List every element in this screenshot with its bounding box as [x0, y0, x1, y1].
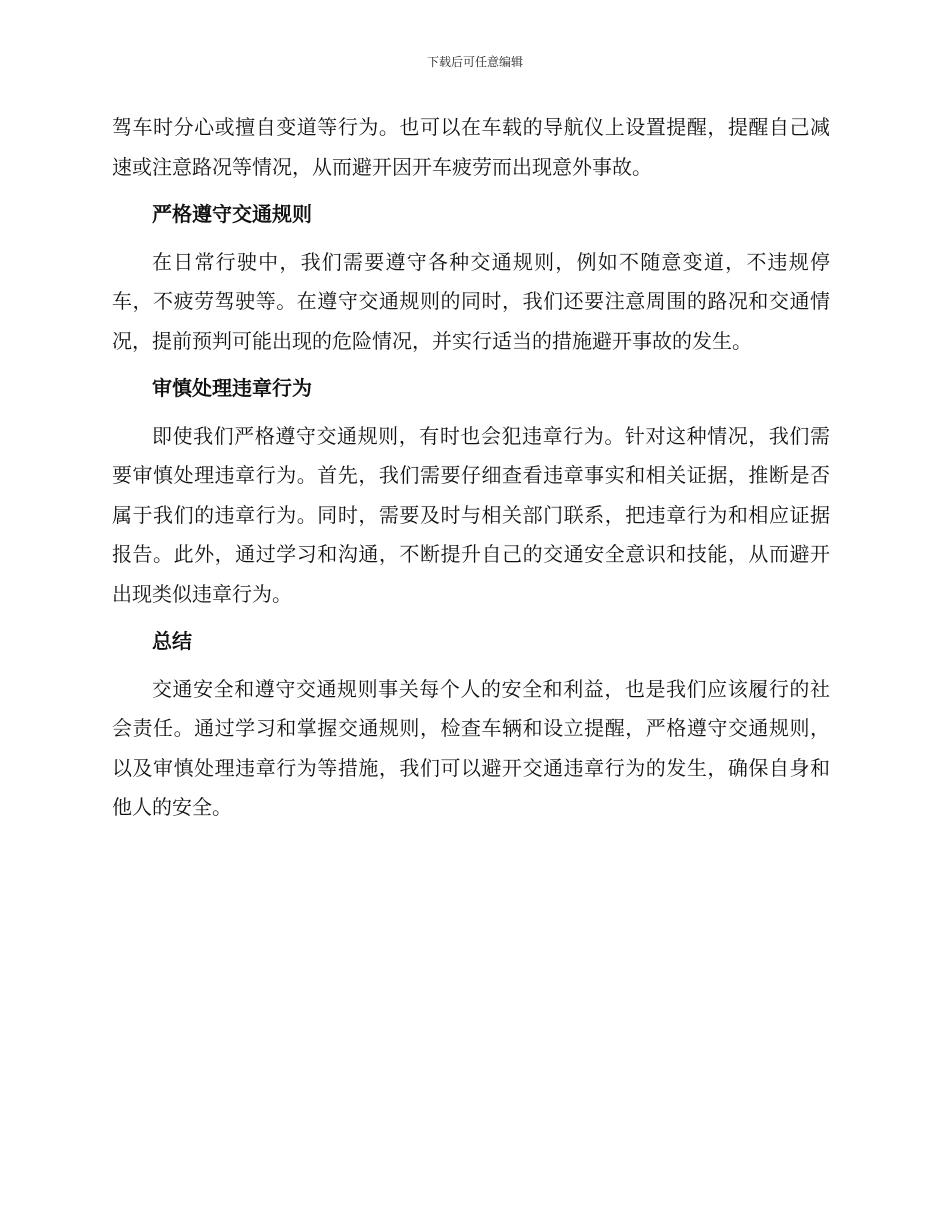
intro-paragraph: 驾车时分心或擅自变道等行为。也可以在车载的导航仪上设置提醒，提醒自己减速或注意路况等情况，从而避开因开车疲劳而出现意外事故。 — [112, 115, 830, 179]
violations-paragraph: 即使我们严格遵守交通规则，有时也会犯违章行为。针对这种情况，我们需要审慎处理违章行为。首先，我们需要仔细查看违章事实和相关证据，推断是否属于我们的违章行为。同时，需要及时与相关部门联系，把违章行为和相应证据报告。此外，通过学习和沟通，不断提升自己的交通安全意识和技能，从而避开出现类似违章行为。 — [112, 423, 830, 606]
heading-summary: 总结 — [152, 629, 192, 653]
document-body — [112, 108, 830, 828]
heading-violations: 审慎处理违章行为 — [152, 376, 312, 400]
summary-paragraph: 交通安全和遵守交通规则事关每个人的安全和利益，也是我们应该履行的社会责任。通过学习和掌握交通规则，检查车辆和设立提醒，严格遵守交通规则，以及审慎处理违章行为等措施，我们可以避开交通违章行为的发生，确保自身和他人的安全。 — [112, 676, 830, 819]
running-header: 下载后可任意编辑 — [426, 55, 523, 69]
traffic-rules-paragraph: 在日常行驶中，我们需要遵守各种交通规则，例如不随意变道，不违规停车，不疲劳驾驶等。在遵守交通规则的同时，我们还要注意周围的路况和交通情况，提前预判可能出现的危险情况，并实行适当的措施避开事故的发生。 — [112, 249, 830, 353]
heading-traffic-rules: 严格遵守交通规则 — [152, 202, 312, 226]
